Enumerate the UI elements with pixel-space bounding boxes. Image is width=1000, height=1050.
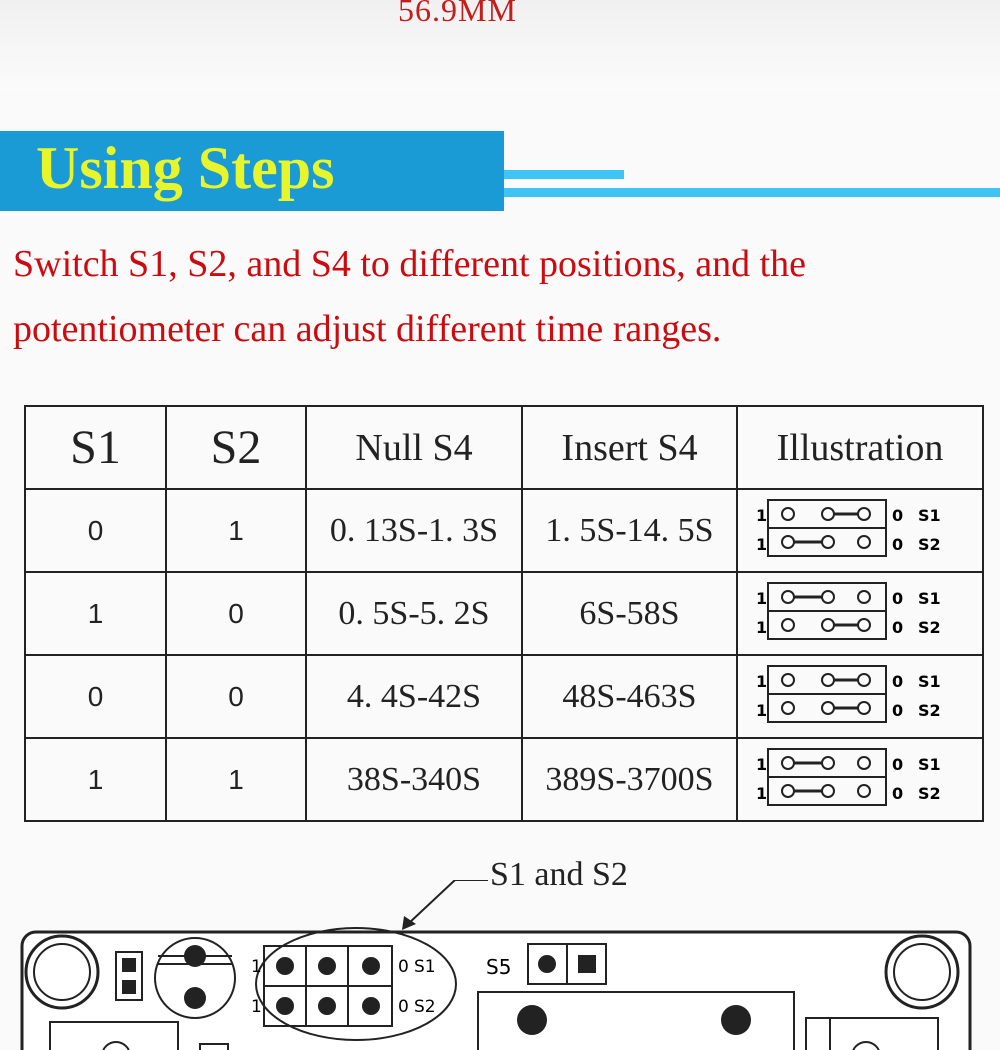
dimension-label: 56.9MM [398,0,517,28]
switch-s1-label: S1 [918,672,941,691]
jumper-label: 1 [756,535,768,554]
header-null-s4: Null S4 [306,406,522,489]
s2-value: 0 [166,655,306,738]
header-s1: S1 [25,406,166,489]
header-illustration: Illustration [737,406,983,489]
jumper-label: 0 [892,755,904,774]
jumper-label: 1 [756,755,768,774]
section-title: Using Steps [36,135,335,201]
header-insert-s4: Insert S4 [522,406,737,489]
banner-accent-line [504,170,624,179]
jumper-label: 1 [251,957,262,977]
instructions-line: Switch S1, S2, and S4 to different positions, and the [13,243,807,285]
switch-s2-label: S2 [918,535,941,554]
null-s4-range: 0. 13S-1. 3S [306,489,522,572]
switch-s2-label: S2 [414,997,436,1017]
illustration-cell [737,738,983,821]
leader-line [408,880,488,924]
null-s4-range: 38S-340S [306,738,522,821]
top-dimension-area [0,0,1000,90]
jumper-label: 0 [892,784,904,803]
switch-s2-label: S2 [918,701,941,720]
s1-value: 0 [25,489,166,572]
jumper-label: 1 [756,701,768,720]
switch-s1-label: S1 [918,755,941,774]
s2-value: 1 [166,738,306,821]
circuit-board-diagram [0,880,1000,1050]
table-row [25,489,983,572]
jumper-label: 0 [892,535,904,554]
switch-s1-label: S1 [918,506,941,525]
switch-settings-table [24,405,984,822]
table-row [25,572,983,655]
mounting-hole [26,936,98,1008]
s1-value: 0 [25,655,166,738]
table-header-row [25,406,983,489]
switch-s1-label: S1 [414,957,436,977]
insert-s4-range: 48S-463S [522,655,737,738]
jumper-label: 1 [756,672,768,691]
table-row [25,655,983,738]
switch-s2-label: S2 [918,784,941,803]
jumper-diagram [744,743,976,811]
table-row [25,738,983,821]
header-s2: S2 [166,406,306,489]
jumper-label: 1 [756,589,768,608]
jumper-label: 0 [892,672,904,691]
s1-value: 1 [25,572,166,655]
jumper-label: 0 [892,618,904,637]
jumper-label: 1 [251,997,262,1017]
jumper-label: 0 [398,957,409,977]
jumper-label: 1 [756,784,768,803]
illustration-cell [737,655,983,738]
jumper-label: 0 [892,589,904,608]
s2-value: 0 [166,572,306,655]
switch-s1-label: S1 [918,589,941,608]
instructions-line: potentiometer can adjust different time ranges. [13,308,722,350]
illustration-cell [737,572,983,655]
illustration-cell [737,489,983,572]
mounting-hole [886,936,958,1008]
switch-s5-label: S5 [486,955,512,979]
jumper-diagram [744,660,976,728]
jumper-label: 1 [756,506,768,525]
jumper-diagram [744,577,976,645]
s1-value: 1 [25,738,166,821]
jumper-label: 0 [892,701,904,720]
s2-value: 1 [166,489,306,572]
null-s4-range: 4. 4S-42S [306,655,522,738]
instructions-text [13,232,1000,362]
insert-s4-range: 6S-58S [522,572,737,655]
switch-s2-label: S2 [918,618,941,637]
jumper-diagram [744,494,976,562]
section-banner [0,131,504,211]
jumper-label: 1 [756,618,768,637]
board-caption: S1 and S2 [490,856,628,893]
banner-accent-line [504,188,1000,197]
jumper-label: 0 [398,997,409,1017]
insert-s4-range: 389S-3700S [522,738,737,821]
jumper-label: 0 [892,506,904,525]
insert-s4-range: 1. 5S-14. 5S [522,489,737,572]
null-s4-range: 0. 5S-5. 2S [306,572,522,655]
